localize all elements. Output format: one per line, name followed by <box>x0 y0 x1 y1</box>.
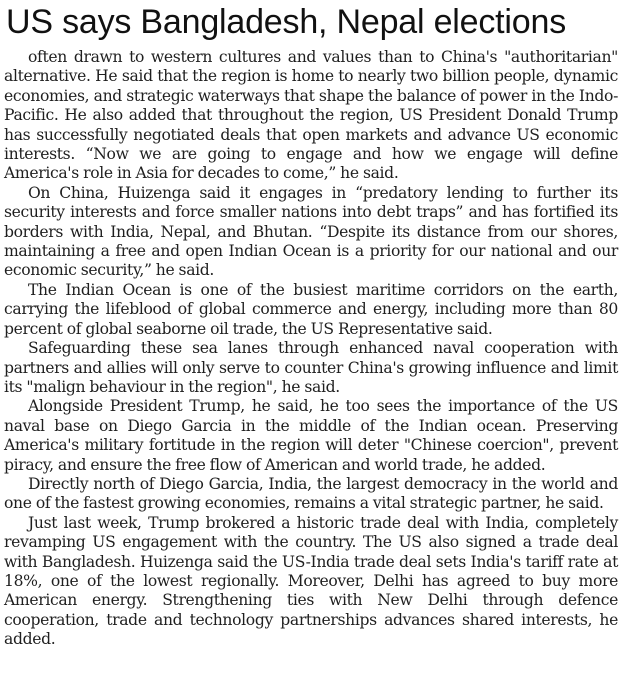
article-paragraph: Alongside President Trump, he said, he too sees the importance of the US naval base on Diego Garcia in the middle of the Indian ocean. Preserving America's military fortitude in the region will deter "Chinese coercion", prevent piracy, and ensure the free flow of American and world trade, he added. <box>4 397 618 474</box>
article-headline: US says Bangladesh, Nepal elections <box>6 3 566 41</box>
article-paragraph: often drawn to western cultures and values than to China's "authoritarian" alternative. He said that the region is home to nearly two billion people, dynamic economies, and strategic waterways that shape the balance of power in the Indo-Pacific. He also added that throughout the region, US President Donald Trump has successfully negotiated deals that open markets and advance US economic interests. “Now we are going to engage and how we engage will define America's role in Asia for decades to come,” he said. <box>4 48 618 183</box>
article-body <box>4 48 618 650</box>
article-paragraph: Just last week, Trump brokered a historic trade deal with India, completely revamping US engagement with the country. The US also signed a trade deal with Bangladesh. Huizenga said the US-India trade deal sets India's tariff rate at 18%, one of the lowest regionally. Moreover, Delhi has agreed to buy more American energy. Strengthening ties with New Delhi through defence cooperation, trade and technology partnerships advances shared interests, he added. <box>4 513 618 649</box>
article-paragraph: The Indian Ocean is one of the busiest maritime corridors on the earth, carrying the lifeblood of global commerce and energy, including more than 80 percent of global seaborne oil trade, the US Representative said. <box>4 280 618 338</box>
article-paragraph: Safeguarding these sea lanes through enhanced naval cooperation with partners and allies will only serve to counter China's growing influence and limit its "malign behaviour in the region", he said. <box>4 339 618 396</box>
article-paragraph: On China, Huizenga said it engages in “predatory lending to further its security interests and force smaller nations into debt traps” and has fortified its borders with India, Nepal, and Bhutan. “Despite its distance from our shores, maintaining a free and open Indian Ocean is a priority for our national and our economic security,” he said. <box>4 183 618 280</box>
article-paragraph: Directly north of Diego Garcia, India, the largest democracy in the world and one of the fastest growing economies, remains a vital strategic partner, he said. <box>4 474 618 513</box>
